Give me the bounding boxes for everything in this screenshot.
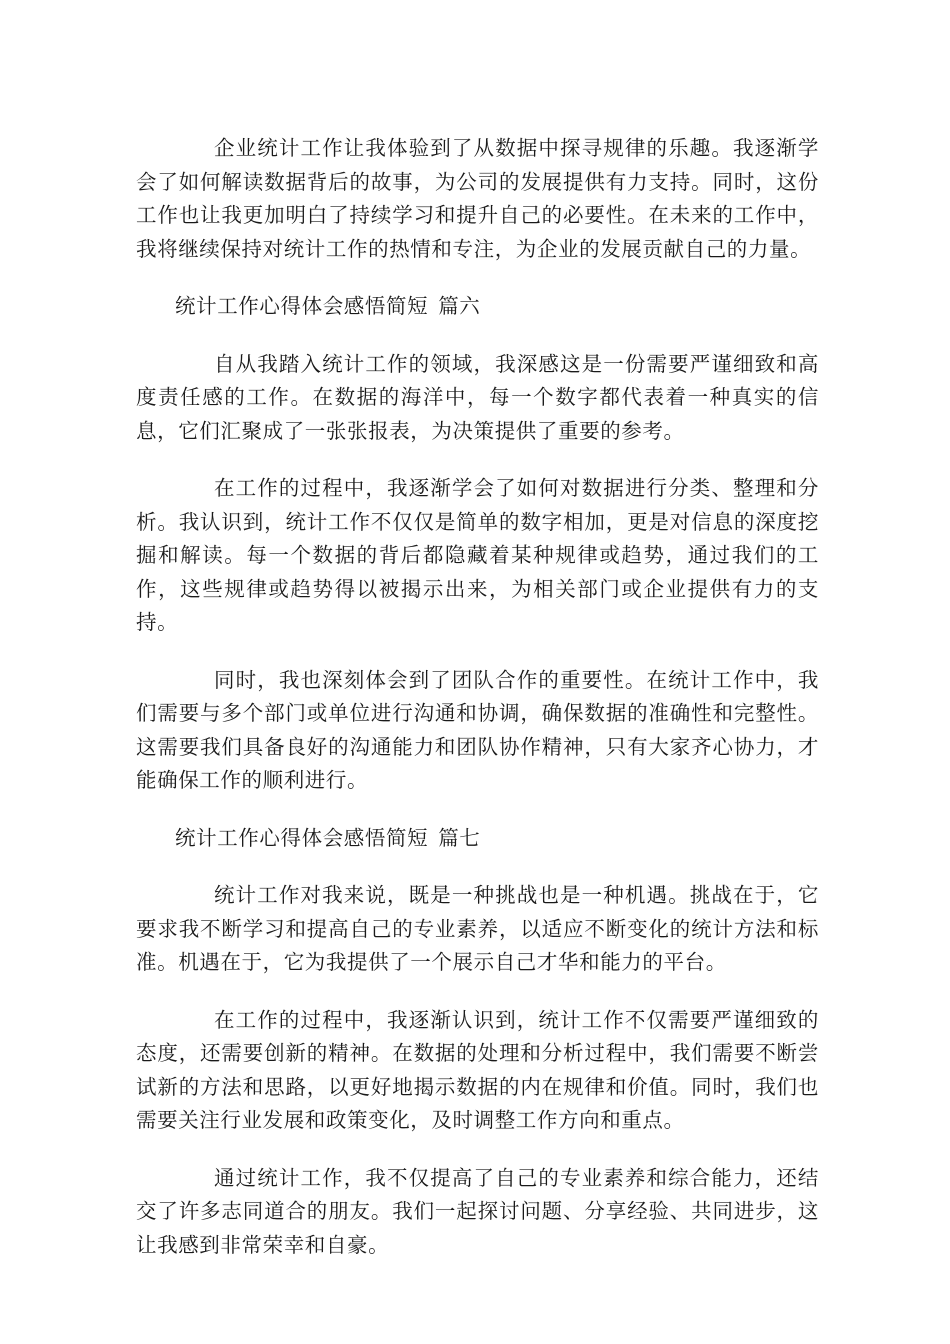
paragraph: 企业统计工作让我体验到了从数据中探寻规律的乐趣。我逐渐学会了如何解读数据背后的故事，为公司的发展提供有力支持。同时，这份工作也让我更加明白了持续学习和提升自己的必要性。在未来的工作中，我将继续保持对统计工作的热情和专注，为企业的发展贡献自己的力量。 — [136, 136, 819, 261]
document-body — [136, 132, 819, 1286]
paragraph: 在工作的过程中，我逐渐认识到，统计工作不仅需要严谨细致的态度，还需要创新的精神。在数据的处理和分析过程中，我们需要不断尝试新的方法和思路，以更好地揭示数据的内在规律和价值。同时，我们也需要关注行业发展和政策变化，及时调整工作方向和重点。 — [136, 1007, 819, 1132]
section-title: 统计工作心得体会感悟简短 — [175, 825, 429, 850]
paragraph: 统计工作对我来说，既是一种挑战也是一种机遇。挑战在于，它要求我不断学习和提高自己的专业素养，以适应不断变化的统计方法和标准。机遇在于，它为我提供了一个展示自己才华和能力的平台。 — [136, 883, 819, 974]
paragraph: 同时，我也深刻体会到了团队合作的重要性。在统计工作中，我们需要与多个部门或单位进行沟通和协调，确保数据的准确性和完整性。这需要我们具备良好的沟通能力和团队协作精神，只有大家齐心协力，才能确保工作的顺利进行。 — [136, 667, 819, 792]
section-title: 统计工作心得体会感悟简短 — [175, 294, 429, 318]
paragraph: 自从我踏入统计工作的领域，我深感这是一份需要严谨细致和高度责任感的工作。在数据的海洋中，每一个数字都代表着一种真实的信息，它们汇聚成了一张张报表，为决策提供了重要的参考。 — [136, 351, 819, 443]
paragraph: 通过统计工作，我不仅提高了自己的专业素养和综合能力，还结交了许多志同道合的朋友。我们一起探讨问题、分享经验、共同进步，这让我感到非常荣幸和自豪。 — [136, 1165, 819, 1257]
section-heading-6 — [136, 290, 819, 324]
paragraph: 在工作的过程中，我逐渐学会了如何对数据进行分类、整理和分析。我认识到，统计工作不仅仅是简单的数字相加，更是对信息的深度挖掘和解读。每一个数据的背后都隐藏着某种规律或趋势，通过我们的工作，这些规律或趋势得以被揭示出来，为相关部门或企业提供有力的支持。 — [136, 476, 819, 634]
section-label: 篇六 — [438, 294, 481, 318]
section-heading-7 — [136, 822, 819, 856]
section-label: 篇七 — [438, 825, 481, 850]
